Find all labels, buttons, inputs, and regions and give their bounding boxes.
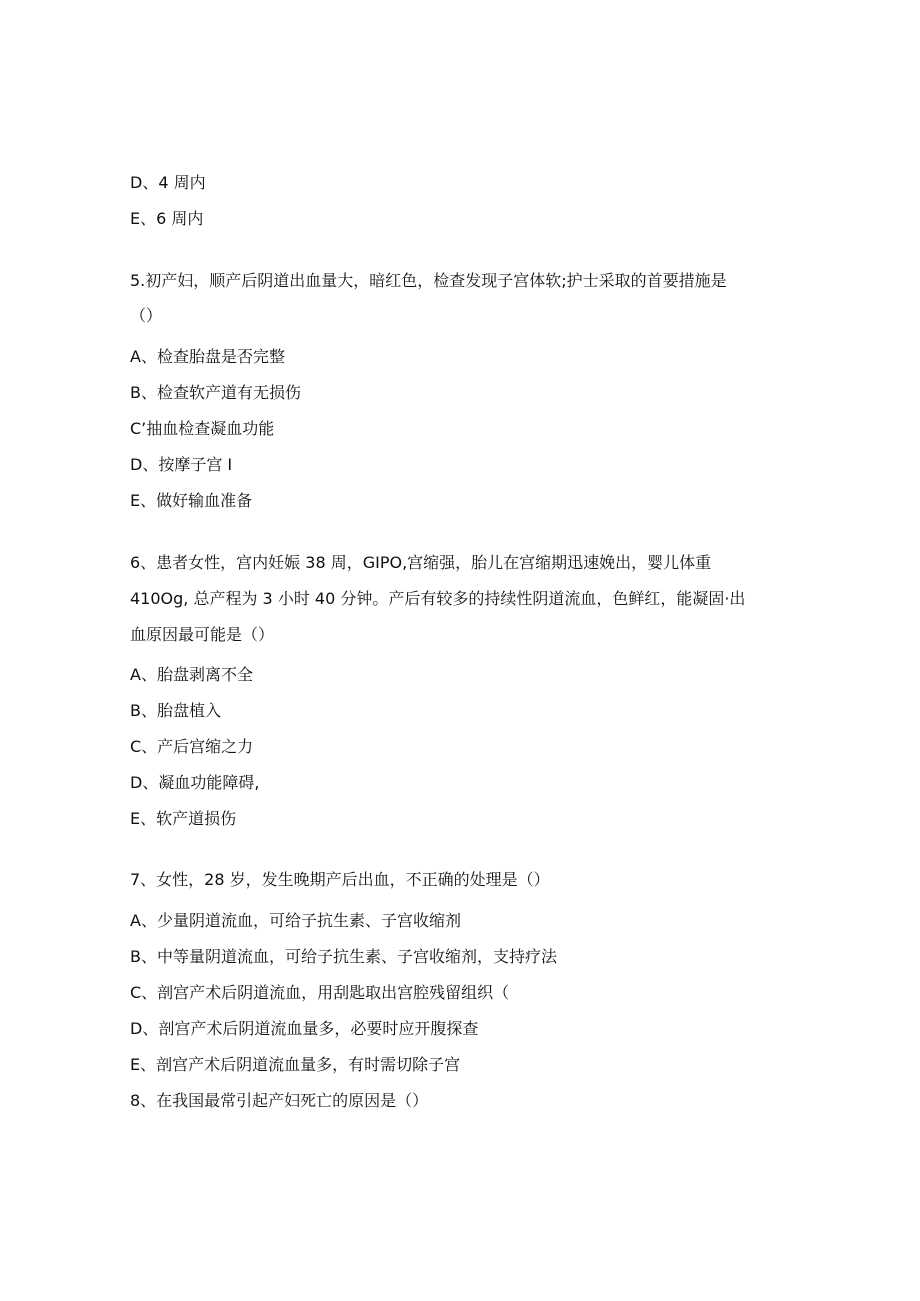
q6-stem-line1: 6、患者女性，宫内妊娠 38 周，GIPO,宫缩强，胎儿在宫缩期迅速娩出，婴儿体重 [130, 553, 712, 572]
q7-option-c: C、剖宫产术后阴道流血，用刮匙取出宫腔残留组织（ [130, 983, 510, 1002]
q8-stem: 8、在我国最常引起产妇死亡的原因是（） [130, 1091, 429, 1110]
q4-option-d: D、4 周内 [130, 173, 206, 192]
q5-stem-line2: （） [130, 306, 163, 325]
q5-option-a: A、检查胎盘是否完整 [130, 347, 285, 366]
q7-option-a: A、少量阴道流血，可给子抗生素、子宫收缩剂 [130, 911, 461, 930]
q6-option-c: C、产后宫缩之力 [130, 737, 254, 756]
q6-option-a: A、胎盘剥离不全 [130, 665, 253, 684]
q5-option-b: B、检查软产道有无损伤 [130, 383, 301, 402]
q5-option-c: C’抽血检查凝血功能 [130, 419, 275, 438]
q7-stem: 7、女性，28 岁，发生晚期产后出血，不正确的处理是（） [130, 870, 550, 889]
q7-option-b: B、中等量阴道流血，可给子抗生素、子宫收缩剂，支持疗法 [130, 947, 557, 966]
q6-option-e: E、软产道损伤 [130, 809, 237, 828]
q4-option-e: E、6 周内 [130, 209, 204, 228]
q6-option-b: B、胎盘植入 [130, 701, 221, 720]
q5-option-d: D、按摩子宫 I [130, 455, 233, 474]
q6-stem-line2: 410Og, 总产程为 3 小时 40 分钟。产后有较多的持续性阴道流血，色鲜红，能凝固·出 [130, 589, 746, 608]
q7-option-d: D、剖宫产术后阴道流血量多，必要时应开腹探查 [130, 1019, 479, 1038]
q6-stem-line3: 血原因最可能是（） [130, 625, 275, 644]
q6-option-d: D、凝血功能障碍, [130, 773, 260, 792]
q5-stem-line1: 5.初产妇，顺产后阴道出血量大，暗红色，检查发现子宫体软;护士采取的首要措施是 [130, 271, 727, 290]
q7-option-e: E、剖宫产术后阴道流血量多，有时需切除子宫 [130, 1055, 461, 1074]
q5-option-e: E、做好输血准备 [130, 491, 253, 510]
